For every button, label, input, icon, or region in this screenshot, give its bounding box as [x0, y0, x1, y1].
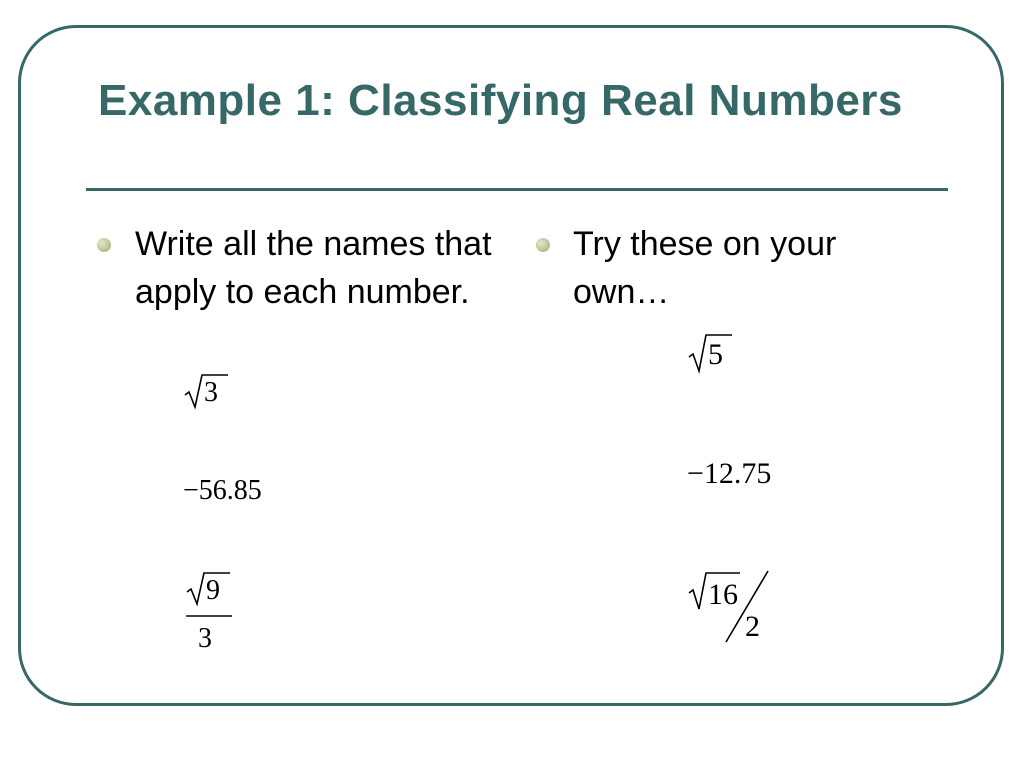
right-expr-sqrt-5	[688, 333, 738, 377]
right-expr-fraction-numerator: 16	[708, 578, 738, 611]
left-expr-fraction-denominator: 3	[198, 623, 212, 654]
left-expr-fraction	[186, 572, 236, 662]
left-expr-decimal: −56.85	[183, 475, 262, 506]
right-expr-decimal: −12.75	[687, 457, 772, 490]
bullet-dot-icon	[536, 238, 550, 252]
bullet-dot-icon	[97, 238, 111, 252]
left-expr-sqrt-3	[184, 373, 234, 413]
right-bullet-text: Try these on your own…	[573, 225, 837, 311]
left-expr-fraction-numerator: 9	[206, 575, 220, 606]
right-expr-fraction-denominator: 2	[745, 610, 760, 643]
right-expr-fraction	[688, 569, 778, 649]
left-expr-sqrt-3-radicand: 3	[204, 377, 218, 408]
slide-title: Example 1: Classifying Real Numbers	[98, 76, 903, 125]
title-divider	[86, 188, 948, 191]
left-bullet-text: Write all the names that apply to each number.	[135, 225, 492, 311]
right-expr-sqrt-5-radicand: 5	[708, 338, 723, 371]
